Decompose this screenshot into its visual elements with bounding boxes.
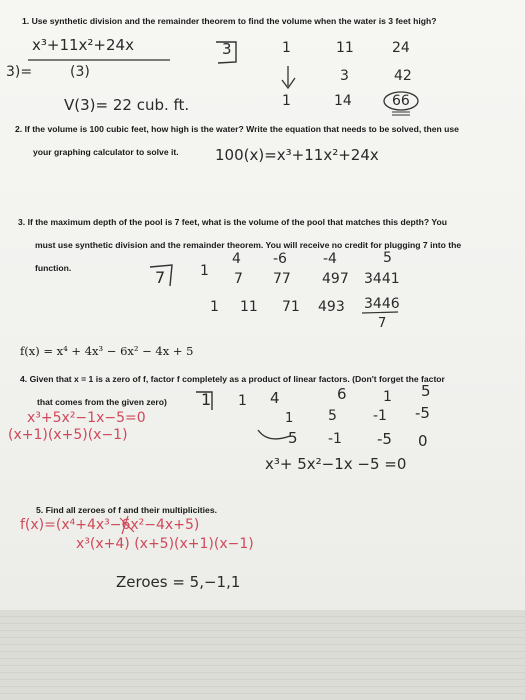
q4-quotient-equation: x³+ 5x²−1x −5 =0 (265, 455, 407, 473)
q4-coef-4: 1 (383, 389, 392, 405)
q4-res-3: -5 (377, 430, 392, 448)
q3-mul-3: 497 (322, 271, 349, 287)
q1-volume-result: V(3)= 22 cub. ft. (64, 96, 190, 114)
q1-mul-1: 3 (340, 68, 349, 84)
q4-mul-4: -5 (415, 404, 430, 422)
q4-coef-1: 1 (238, 393, 247, 409)
function-definition: f(x) = x⁴ + 4x³ − 6x² − 4x + 5 (20, 344, 194, 358)
q1-res-1: 1 (282, 93, 291, 109)
q3-divisor: 7 (155, 268, 166, 287)
q2-text: 2. If the volume is 100 cubic feet, how high is the water? Write the equation that needs to be solved, then use (15, 124, 459, 134)
q1-divisor: 3 (222, 40, 232, 58)
q4-coef-5: 5 (421, 382, 431, 400)
q3-res-1: 1 (210, 299, 219, 315)
q1-mul-2: 42 (394, 68, 412, 84)
q3-text-line2: must use synthetic division and the remainder theorem. You will receive no credit for plugging 7 into the (35, 240, 462, 250)
q3-coef-2: 4 (232, 251, 241, 267)
q1-coef-2: 11 (336, 40, 354, 56)
q5-zeroes-answer: Zeroes = 5,−1,1 (116, 573, 241, 591)
q4-res-1: 5 (288, 429, 298, 447)
q4-mul-1: 1 (285, 411, 294, 426)
q3-coef-5: 5 (383, 250, 392, 266)
q4-pink-equation: x³+5x²−1x−5=0 (27, 410, 146, 426)
q2-equation: 100(x)=x³+11x²+24x (215, 146, 379, 164)
q3-mul-4: 3441 (364, 271, 400, 287)
q3-res-2: 11 (240, 299, 258, 315)
q1-res-2: 14 (334, 93, 352, 109)
q4-res-2: -1 (328, 431, 342, 447)
q5-factors-line: x³(x+4) (x+5)(x+1)(x−1) (76, 536, 254, 552)
q2-text-line2: your graphing calculator to solve it. (33, 147, 179, 157)
q4-coef-2: 4 (270, 389, 280, 407)
q3-extra-note: 7 (378, 316, 387, 331)
q1-poly-numerator: x³+11x²+24x (32, 36, 134, 54)
q3-res-4: 493 (318, 299, 345, 315)
q4-remainder: 0 (418, 432, 428, 450)
q1-text: 1. Use synthetic division and the remainder theorem to find the volume when the water is 3 feet high? (22, 16, 437, 26)
q1-prefix: 3)= (6, 64, 33, 80)
q4-mul-2: 5 (328, 408, 337, 424)
q5-text: 5. Find all zeroes of f and their multiplicities. (36, 505, 217, 515)
q3-mul-2: 77 (273, 271, 291, 287)
q3-coef-4: -4 (323, 251, 337, 267)
q3-text: 3. If the maximum depth of the pool is 7 feet, what is the volume of the pool that matches this depth? You (18, 217, 447, 227)
q4-text-line2: that comes from the given zero) (37, 397, 167, 407)
q4-mul-3: -1 (373, 408, 387, 424)
q3-text-line3: function. (35, 263, 72, 273)
q5-function-line: f(x)=(x⁴+4x³−6x²−4x+5) (20, 517, 200, 533)
q3-remainder: 3446 (364, 296, 400, 312)
q1-coef-1: 1 (282, 40, 291, 56)
q4-divisor: 1 (201, 390, 212, 409)
q1-remainder: 66 (392, 93, 410, 109)
q4-text: 4. Given that x = 1 is a zero of f, factor f completely as a product of linear factors. (Don't forget the factor (20, 374, 445, 384)
q1-poly-denominator: (3) (70, 64, 90, 80)
q3-res-3: 71 (282, 299, 300, 315)
q1-coef-3: 24 (392, 40, 410, 56)
q4-pink-factors: (x+1)(x+5)(x−1) (8, 427, 128, 443)
desk-surface (0, 610, 525, 700)
q4-coef-3: 6 (337, 385, 347, 403)
q3-mul-1: 7 (234, 271, 243, 287)
q3-coef-1: 1 (200, 263, 209, 279)
q3-coef-3: -6 (273, 251, 287, 267)
